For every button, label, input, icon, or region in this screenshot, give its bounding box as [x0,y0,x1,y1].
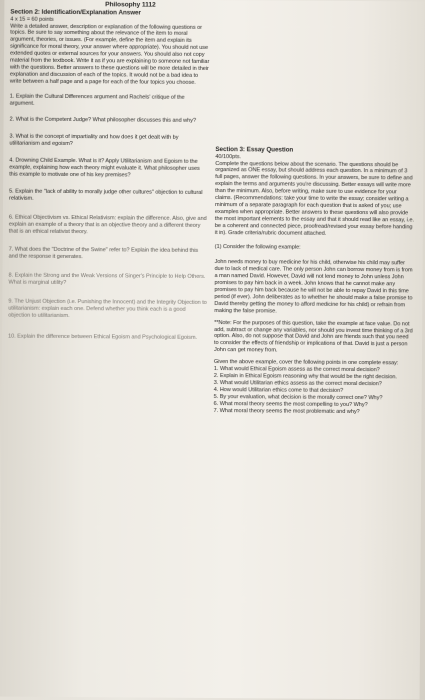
question-4: 4. Drowning Child Example. What is it? Apply Utilitarianism and Egoism to the example, explaining how each theory might evaluate it. What philosopher uses this example to motivate one of his key premises? [9,157,200,179]
essay-point: 7. What moral theory seems the most problematic and why? [213,407,360,415]
course-title: Philosophy 1112 [105,1,156,9]
essay-point: 3. What would Utilitarian ethics assess as the correct moral decision? [213,379,382,388]
section-3-points: 40/100pts. [215,153,242,160]
section-2-instructions: Write a detailed answer, description or explanation of the following questions or topics. Be sure to say something about the relevance of the item to moral argument, theories, or issues. (For example, define the item and explain its significance for moral theory, your answer where appropriate). You should not use extended quotes or external sources for your answers. You should also not copy material from the textbook. Write it as if you are explaining to someone not familiar with the questions. Better answers to these questions will be more detailed in their explanation and discussion of each of the topics. It would not be a bad idea to write between a half page and a page for each of the four topics you choose. [9,23,210,86]
scenario-note: **Note: For the purposes of this question, take the example at face value. Do not add, subtract or change any variables, nor should you invest time thinking of a 3rd option. Also, do not suppose that David and John are friends such that you need to consider the effects of friendship or implications of that. David is just a person John can get money from. [213,319,413,354]
left-column [8,1,210,351]
essay-point: 4. How would Utilitarian ethics come to that decision? [213,386,344,394]
scenario-intro: (1) Consider the following example: [214,244,301,252]
essay-points-list [214,366,414,416]
question-3: 3. What is the concept of impartiality and how does it get dealt with by utilitarianism and egoism? [9,133,179,148]
section-3-title: Section 3: Essay Question [215,146,294,154]
question-9: 9. The Unjust Objection (i.e. Punishing the Innocent) and the Integrity Objection to utilitarianism: explain each one. Defend whether you think each is a good objection to utilitarianism. [8,298,207,319]
question-5: 5. Explain the "lack of ability to morally judge other cultures" objection to cultural relativism. [9,188,203,202]
essay-prompt: Given the above example, cover the following points in one complete essay: [213,359,399,367]
right-column [214,146,416,416]
question-7: 7. What does the "Doctrine of the Swine" refer to? Explain the idea behind this and the response it generates. [8,247,199,261]
essay-point: 2. Explain in Ethical Egoism reasoning why that would be the right decision. [213,372,397,381]
question-8: 8. Explain the Strong and the Weak Versions of Singer's Principle to Help Others. What is marginal utility? [8,272,206,287]
question-2: 2. What is the Competent Judge? What philosopher discusses this and why? [9,117,197,125]
question-10: 10. Explain the difference between Ethical Egoism and Psychological Egoism. [8,333,198,341]
essay-point: 6. What moral theory seems the most compelling to you? Why? [213,400,368,408]
essay-point: 1. What would Ethical Egoism assess as the correct moral decision? [213,366,380,374]
essay-point: 5. By your evaluation, what decision is the morally correct one? Why? [213,393,383,401]
question-6: 6. Ethical Objectivism vs. Ethical Relativism: explain the difference. Also, give and explain an example of a theory that is an objective theory and a different theory that is an ethical relativist theory. [8,214,207,235]
scenario-text: John needs money to buy medicine for his child, otherwise his child may suffer due to lack of medical care. The only person John can borrow money from is from a man named David. However, David will not lend money to John unless John promises to pay him back in a week. John knows that he cannot make any promises to pay him back because he will not be able to repay David in this time period (if ever). John deliberates as to whether he should make a false promise to David thereby getting the money to afford medicine for his child) or refrain from making the false promise. [214,259,413,315]
section-3-instructions: Complete the questions below about the scenario. The questions should be organized as ONE essay, but should address each question. In a minimum of 3 full pages, answer the following questions. In your answers, be sure to define and explain the terms and arguments you're discussing. Better essays will write more than the minimum. Also, before writing, make sure to use evidence for your claims. (Recommendations: take your time to write the essay; consider writing a minimum of a separate paragraph for each question that is asked of you; use examples when appropriate. Better answers to these questions will also provide the most important elements to the essay and that it should read like an essay, i.e. be a coherent and connected piece, proofread/revised your essay before handing it in). Grade criteria/rubric document attached. [214,160,414,237]
section-2-title: Section 2: Identification/Explanation Answer [10,8,141,17]
question-1: 1. Explain the Cultural Differences argument and Rachels' critique of the argument. [9,93,185,107]
section-2-points: 4 x 15 = 60 points [10,16,54,23]
